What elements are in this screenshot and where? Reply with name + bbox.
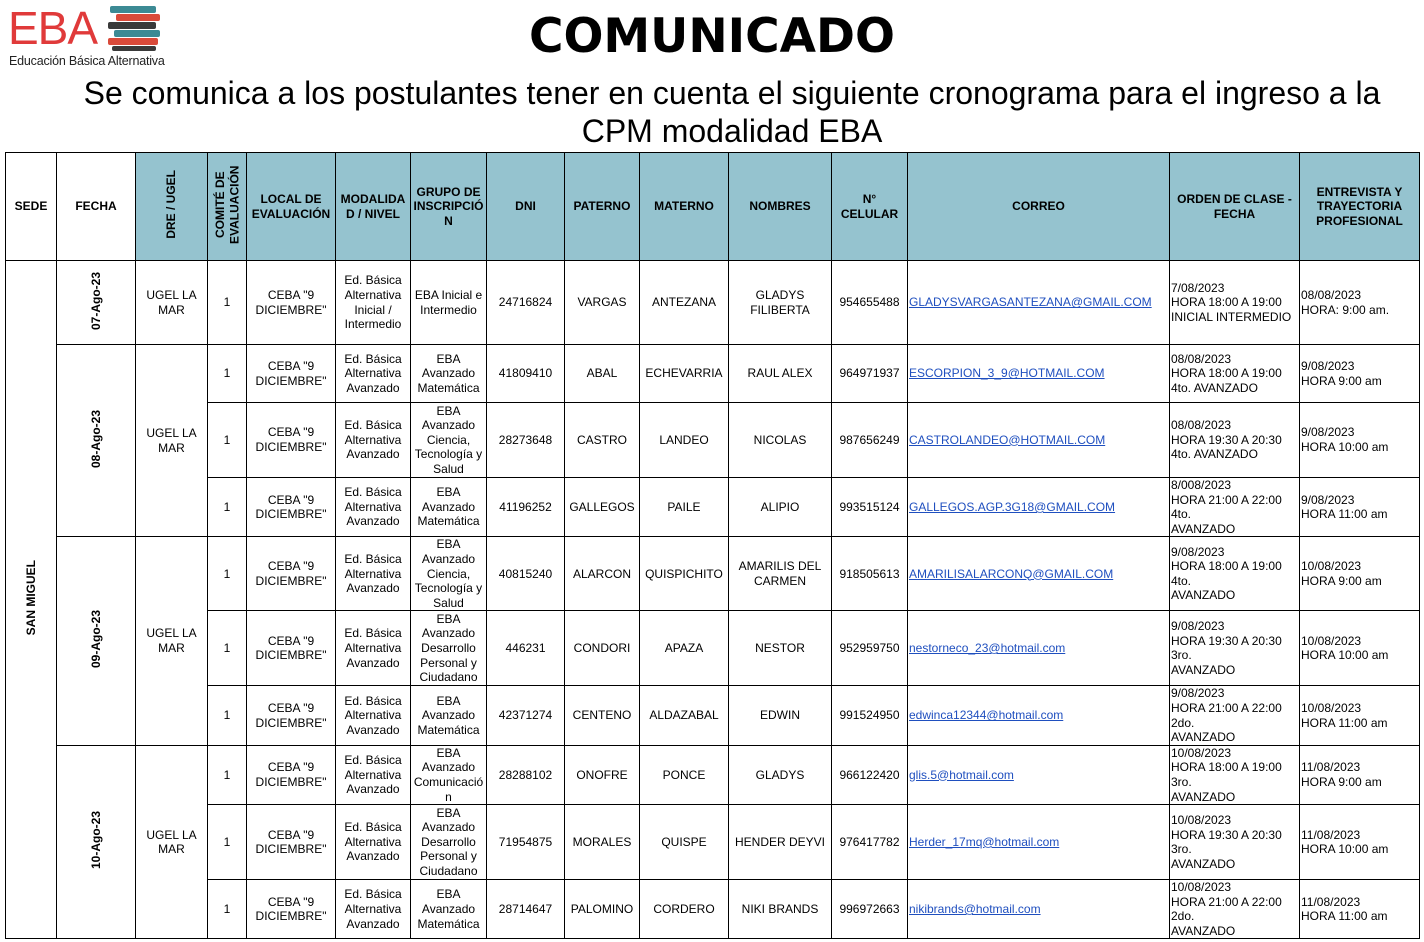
local-cell: CEBA "9 DICIEMBRE" <box>247 261 336 345</box>
correo-cell <box>908 686 1170 745</box>
entrevista-cell: 10/08/2023 HORA 10:00 am <box>1300 611 1420 686</box>
paterno-cell: CONDORI <box>565 611 640 686</box>
fecha-cell <box>57 745 136 939</box>
comite-cell: 1 <box>208 745 247 804</box>
local-cell: CEBA "9 DICIEMBRE" <box>247 478 336 537</box>
nombres-cell: GLADYS <box>729 745 832 804</box>
paterno-cell: CASTRO <box>565 403 640 478</box>
header-dre-label: DRE / UGEL <box>164 170 179 240</box>
comite-cell: 1 <box>208 345 247 403</box>
page-title: COMUNICADO <box>528 9 896 64</box>
sede-cell <box>6 261 57 939</box>
dni-cell: 28714647 <box>487 880 565 939</box>
modalidad-cell: Ed. Básica Alternativa Avanzado <box>336 345 411 403</box>
orden-cell: 08/08/2023 HORA 18:00 A 19:00 4to. AVANZADO <box>1170 345 1300 403</box>
table-row <box>6 611 1420 686</box>
table-row <box>6 403 1420 478</box>
celular-cell: 996972663 <box>832 880 908 939</box>
grupo-cell: EBA Avanzado Matemática <box>411 686 487 745</box>
header-orden: ORDEN DE CLASE - FECHA <box>1170 153 1300 261</box>
header-dni: DNI <box>487 153 565 261</box>
header-paterno: PATERNO <box>565 153 640 261</box>
materno-cell: ALDAZABAL <box>640 686 729 745</box>
paterno-cell: ABAL <box>565 345 640 403</box>
modalidad-cell: Ed. Básica Alternativa Avanzado <box>336 880 411 939</box>
table-row <box>6 478 1420 537</box>
nombres-cell: HENDER DEYVI <box>729 805 832 880</box>
header-comite-label: COMITÉ DE EVALUACIÓN <box>213 165 242 244</box>
dni-cell: 28273648 <box>487 403 565 478</box>
grupo-cell: EBA Avanzado Ciencia, Tecnología y Salud <box>411 403 487 478</box>
modalidad-cell: Ed. Básica Alternativa Inicial / Intermedio <box>336 261 411 345</box>
email-link[interactable]: nikibrands@hotmail.com <box>909 901 1041 916</box>
modalidad-cell: Ed. Básica Alternativa Avanzado <box>336 805 411 880</box>
local-cell: CEBA "9 DICIEMBRE" <box>247 686 336 745</box>
dni-cell: 446231 <box>487 611 565 686</box>
paterno-cell: MORALES <box>565 805 640 880</box>
email-link[interactable]: GALLEGOS.AGP.3G18@GMAIL.COM <box>909 499 1116 514</box>
orden-cell: 8/008/2023 HORA 21:00 A 22:00 4to. AVANZADO <box>1170 478 1300 537</box>
fecha-cell <box>57 345 136 537</box>
logo-text: EBA <box>8 2 98 54</box>
celular-cell: 918505613 <box>832 537 908 611</box>
email-link[interactable]: edwinca12344@hotmail.com <box>909 708 1064 723</box>
paterno-cell: ALARCON <box>565 537 640 611</box>
dre-cell: UGEL LA MAR <box>136 261 208 345</box>
materno-cell: LANDEO <box>640 403 729 478</box>
materno-cell: PONCE <box>640 745 729 804</box>
orden-cell: 9/08/2023 HORA 19:30 A 20:30 3ro. AVANZADO <box>1170 611 1300 686</box>
header-modalidad: MODALIDA D / NIVEL <box>336 153 411 261</box>
dni-cell: 28288102 <box>487 745 565 804</box>
orden-cell: 10/08/2023 HORA 18:00 A 19:00 3ro. AVANZADO <box>1170 745 1300 804</box>
nombres-cell: RAUL ALEX <box>729 345 832 403</box>
logo-subtitle: Educación Básica Alternativa <box>9 54 165 68</box>
grupo-cell: EBA Inicial e Intermedio <box>411 261 487 345</box>
grupo-cell: EBA Avanzado Matemática <box>411 880 487 939</box>
materno-cell: PAILE <box>640 478 729 537</box>
table-row <box>6 686 1420 745</box>
nombres-cell: GLADYS FILIBERTA <box>729 261 832 345</box>
celular-cell: 991524950 <box>832 686 908 745</box>
orden-cell: 10/08/2023 HORA 21:00 A 22:00 2do. AVANZADO <box>1170 880 1300 939</box>
table-row <box>6 745 1420 804</box>
comite-cell: 1 <box>208 537 247 611</box>
entrevista-cell: 9/08/2023 HORA 9:00 am <box>1300 345 1420 403</box>
dni-cell: 41809410 <box>487 345 565 403</box>
materno-cell: QUISPE <box>640 805 729 880</box>
local-cell: CEBA "9 DICIEMBRE" <box>247 537 336 611</box>
modalidad-cell: Ed. Básica Alternativa Avanzado <box>336 686 411 745</box>
materno-cell: APAZA <box>640 611 729 686</box>
email-link[interactable]: nestorneco_23@hotmail.com <box>909 641 1066 656</box>
local-cell: CEBA "9 DICIEMBRE" <box>247 805 336 880</box>
entrevista-cell: 11/08/2023 HORA 10:00 am <box>1300 805 1420 880</box>
dni-cell: 42371274 <box>487 686 565 745</box>
local-cell: CEBA "9 DICIEMBRE" <box>247 745 336 804</box>
header-local: LOCAL DE EVALUACIÓN <box>247 153 336 261</box>
comite-cell: 1 <box>208 403 247 478</box>
table-row <box>6 805 1420 880</box>
correo-cell <box>908 745 1170 804</box>
grupo-cell: EBA Avanzado Desarrollo Personal y Ciudadano <box>411 805 487 880</box>
nombres-cell: NESTOR <box>729 611 832 686</box>
modalidad-cell: Ed. Básica Alternativa Avanzado <box>336 611 411 686</box>
table-header-row <box>6 153 1420 261</box>
modalidad-cell: Ed. Básica Alternativa Avanzado <box>336 537 411 611</box>
fecha-label: 10-Ago-23 <box>88 811 103 870</box>
paterno-cell: CENTENO <box>565 686 640 745</box>
dre-cell: UGEL LA MAR <box>136 537 208 745</box>
fecha-cell <box>57 537 136 745</box>
local-cell: CEBA "9 DICIEMBRE" <box>247 611 336 686</box>
fecha-cell <box>57 261 136 345</box>
email-link[interactable]: Herder_17mq@hotmail.com <box>909 834 1060 849</box>
dni-cell: 41196252 <box>487 478 565 537</box>
materno-cell: ANTEZANA <box>640 261 729 345</box>
nombres-cell: ALIPIO <box>729 478 832 537</box>
modalidad-cell: Ed. Básica Alternativa Avanzado <box>336 478 411 537</box>
correo-cell <box>908 537 1170 611</box>
header-celular: N° CELULAR <box>832 153 908 261</box>
comite-cell: 1 <box>208 611 247 686</box>
paterno-cell: PALOMINO <box>565 880 640 939</box>
table-row <box>6 345 1420 403</box>
correo-cell <box>908 478 1170 537</box>
header-materno: MATERNO <box>640 153 729 261</box>
header-entrevista: ENTREVISTA Y TRAYECTORIA PROFESIONAL <box>1300 153 1420 261</box>
grupo-cell: EBA Avanzado Ciencia, Tecnología y Salud <box>411 537 487 611</box>
materno-cell: CORDERO <box>640 880 729 939</box>
grupo-cell: EBA Avanzado Matemática <box>411 345 487 403</box>
local-cell: CEBA "9 DICIEMBRE" <box>247 345 336 403</box>
celular-cell: 952959750 <box>832 611 908 686</box>
comite-cell: 1 <box>208 261 247 345</box>
table-row <box>6 537 1420 611</box>
entrevista-cell: 9/08/2023 HORA 11:00 am <box>1300 478 1420 537</box>
email-link[interactable]: ESCORPION_3_9@HOTMAIL.COM <box>909 366 1105 381</box>
celular-cell: 993515124 <box>832 478 908 537</box>
modalidad-cell: Ed. Básica Alternativa Avanzado <box>336 403 411 478</box>
grupo-cell: EBA Avanzado Matemática <box>411 478 487 537</box>
celular-cell: 964971937 <box>832 345 908 403</box>
header-sede: SEDE <box>6 153 57 261</box>
paterno-cell: VARGAS <box>565 261 640 345</box>
schedule-table <box>5 152 1420 939</box>
orden-cell: 08/08/2023 HORA 19:30 A 20:30 4to. AVANZADO <box>1170 403 1300 478</box>
correo-cell <box>908 611 1170 686</box>
correo-cell <box>908 345 1170 403</box>
entrevista-cell: 11/08/2023 HORA 11:00 am <box>1300 880 1420 939</box>
comite-cell: 1 <box>208 478 247 537</box>
header-nombres: NOMBRES <box>729 153 832 261</box>
nombres-cell: EDWIN <box>729 686 832 745</box>
entrevista-cell: 11/08/2023 HORA 9:00 am <box>1300 745 1420 804</box>
dni-cell: 40815240 <box>487 537 565 611</box>
header-comite <box>208 153 247 261</box>
correo-cell <box>908 880 1170 939</box>
local-cell: CEBA "9 DICIEMBRE" <box>247 403 336 478</box>
dre-cell: UGEL LA MAR <box>136 345 208 537</box>
paterno-cell: ONOFRE <box>565 745 640 804</box>
grupo-cell: EBA Avanzado Comunicació n <box>411 745 487 804</box>
grupo-cell: EBA Avanzado Desarrollo Personal y Ciudadano <box>411 611 487 686</box>
header-correo: CORREO <box>908 153 1170 261</box>
header-grupo: GRUPO DE INSCRIPCIÓ N <box>411 153 487 261</box>
fecha-label: 09-Ago-23 <box>88 610 103 669</box>
entrevista-cell: 10/08/2023 HORA 11:00 am <box>1300 686 1420 745</box>
correo-cell <box>908 261 1170 345</box>
sede-label: SAN MIGUEL <box>23 560 38 636</box>
correo-cell <box>908 805 1170 880</box>
orden-cell: 9/08/2023 HORA 21:00 A 22:00 2do. AVANZADO <box>1170 686 1300 745</box>
comite-cell: 1 <box>208 880 247 939</box>
email-link[interactable]: GLADYSVARGASANTEZANA@GMAIL.COM <box>909 295 1152 310</box>
dre-cell: UGEL LA MAR <box>136 745 208 939</box>
materno-cell: QUISPICHITO <box>640 537 729 611</box>
dni-cell: 71954875 <box>487 805 565 880</box>
fecha-label: 08-Ago-23 <box>88 409 103 468</box>
table-row <box>6 261 1420 345</box>
celular-cell: 987656249 <box>832 403 908 478</box>
orden-cell: 10/08/2023 HORA 19:30 A 20:30 3ro. AVANZADO <box>1170 805 1300 880</box>
fecha-label: 07-Ago-23 <box>88 271 103 330</box>
nombres-cell: NICOLAS <box>729 403 832 478</box>
nombres-cell: NIKI BRANDS <box>729 880 832 939</box>
modalidad-cell: Ed. Básica Alternativa Avanzado <box>336 745 411 804</box>
orden-cell: 7/08/2023 HORA 18:00 A 19:00 INICIAL INTERMEDIO <box>1170 261 1300 345</box>
entrevista-cell: 08/08/2023 HORA: 9:00 am. <box>1300 261 1420 345</box>
celular-cell: 976417782 <box>832 805 908 880</box>
entrevista-cell: 10/08/2023 HORA 9:00 am <box>1300 537 1420 611</box>
materno-cell: ECHEVARRIA <box>640 345 729 403</box>
comite-cell: 1 <box>208 686 247 745</box>
celular-cell: 954655488 <box>832 261 908 345</box>
celular-cell: 966122420 <box>832 745 908 804</box>
correo-cell <box>908 403 1170 478</box>
email-link[interactable]: glis.5@hotmail.com <box>909 767 1014 782</box>
page-subtitle: Se comunica a los postulantes tener en cuenta el siguiente cronograma para el ingreso a la CPM modalidad EBA <box>83 75 1381 149</box>
dni-cell: 24716824 <box>487 261 565 345</box>
orden-cell: 9/08/2023 HORA 18:00 A 19:00 4to. AVANZADO <box>1170 537 1300 611</box>
paterno-cell: GALLEGOS <box>565 478 640 537</box>
email-link[interactable]: AMARILISALARCONQ@GMAIL.COM <box>909 566 1114 581</box>
comite-cell: 1 <box>208 805 247 880</box>
email-link[interactable]: CASTROLANDEO@HOTMAIL.COM <box>909 432 1106 447</box>
header-fecha: FECHA <box>57 153 136 261</box>
nombres-cell: AMARILIS DEL CARMEN <box>729 537 832 611</box>
header-dre <box>136 153 208 261</box>
table-row <box>6 880 1420 939</box>
entrevista-cell: 9/08/2023 HORA 10:00 am <box>1300 403 1420 478</box>
local-cell: CEBA "9 DICIEMBRE" <box>247 880 336 939</box>
